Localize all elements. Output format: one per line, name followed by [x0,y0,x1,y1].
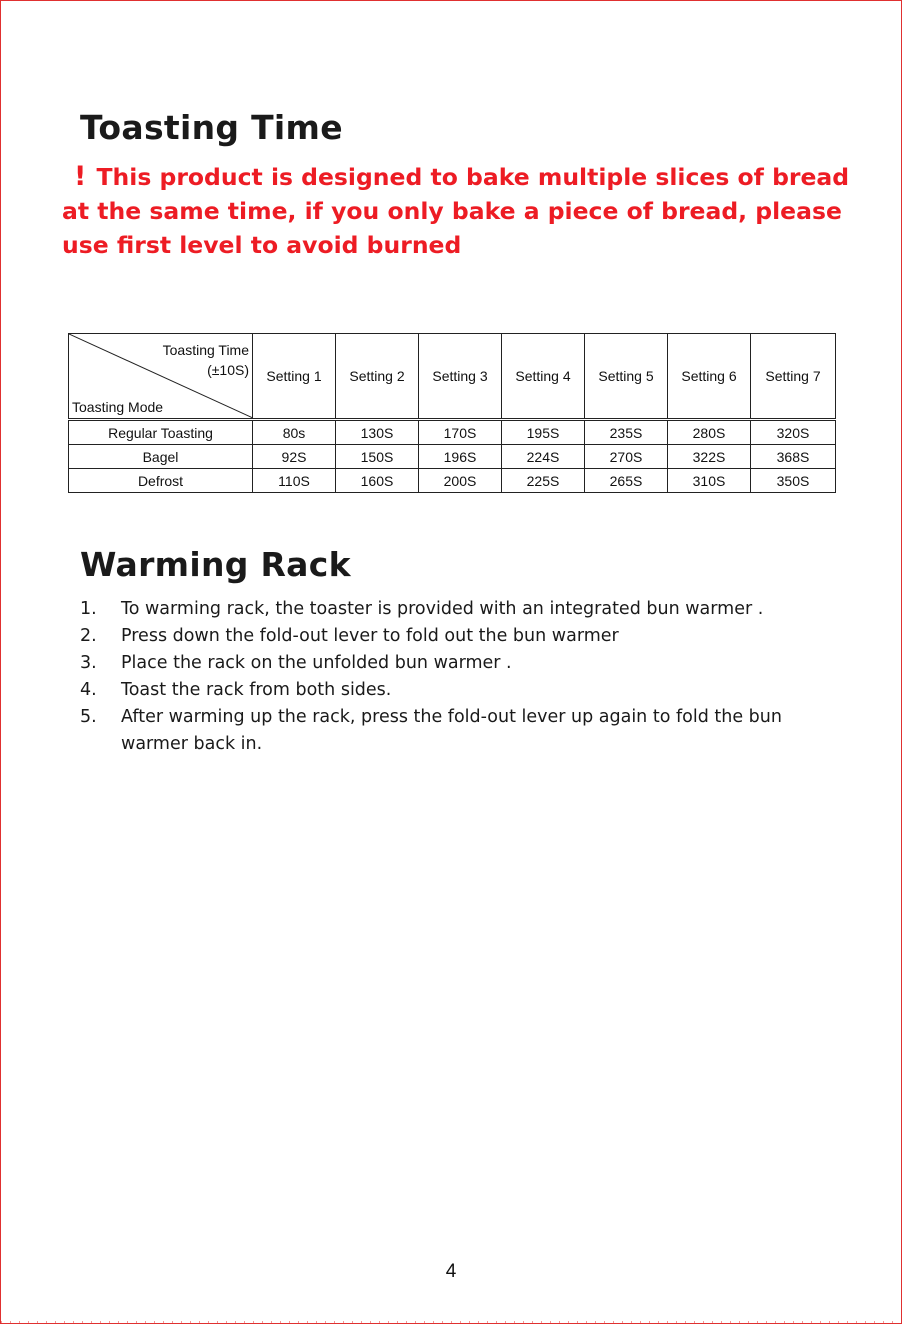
step-number: 1. [80,599,97,619]
time-cell: 368S [751,445,836,469]
table-row [69,420,836,445]
mode-cell: Regular Toasting [69,420,253,445]
header-setting-2: Setting 2 [336,334,419,420]
time-cell: 322S [668,445,751,469]
time-cell: 196S [419,445,502,469]
warming-rack-heading: Warming Rack [80,545,351,584]
time-cell: 350S [751,469,836,493]
table-row [69,445,836,469]
step-text: Toast the rack from both sides. [121,680,392,700]
list-item [80,704,850,758]
time-cell: 150S [336,445,419,469]
time-cell: 80s [253,420,336,445]
list-item [80,623,850,650]
header-setting-7: Setting 7 [751,334,836,420]
time-cell: 130S [336,420,419,445]
header-setting-4: Setting 4 [502,334,585,420]
table-corner-cell [69,334,253,420]
time-cell: 224S [502,445,585,469]
table-header-row [69,334,836,420]
time-cell: 265S [585,469,668,493]
corner-toasting-time-label: Toasting Time (±10S) [162,342,249,378]
mode-cell: Defrost [69,469,253,493]
time-cell: 160S [336,469,419,493]
warning-mark: ! [74,161,87,192]
header-setting-1: Setting 1 [253,334,336,420]
step-text: To warming rack, the toaster is provided with an integrated bun warmer . [121,599,764,619]
step-text: Place the rack on the unfolded bun warmer . [121,653,512,673]
time-cell: 200S [419,469,502,493]
time-cell: 170S [419,420,502,445]
step-number: 2. [80,626,97,646]
time-cell: 310S [668,469,751,493]
toasting-time-table [68,333,836,493]
time-cell: 280S [668,420,751,445]
time-cell: 270S [585,445,668,469]
list-item [80,596,850,623]
burn-warning [62,160,862,262]
header-setting-5: Setting 5 [585,334,668,420]
warning-text: This product is designed to bake multiple slices of bread at the same time, if you only bake a piece of bread, please use first level to avoid burned [62,163,850,259]
time-cell: 320S [751,420,836,445]
time-cell: 92S [253,445,336,469]
header-setting-6: Setting 6 [668,334,751,420]
header-setting-3: Setting 3 [419,334,502,420]
step-number: 5. [80,707,97,727]
warming-rack-steps [80,596,850,758]
time-cell: 110S [253,469,336,493]
list-item [80,650,850,677]
step-number: 3. [80,653,97,673]
time-cell: 235S [585,420,668,445]
step-text: After warming up the rack, press the fold-out lever up again to fold the bun warmer back in. [121,707,782,754]
mode-cell: Bagel [69,445,253,469]
page-number: 4 [445,1261,457,1282]
corner-toasting-mode-label: Toasting Mode [72,399,164,415]
step-text: Press down the fold-out lever to fold out the bun warmer [121,626,619,646]
toasting-time-heading: Toasting Time [80,108,343,147]
table-row [69,469,836,493]
time-cell: 225S [502,469,585,493]
list-item [80,677,850,704]
step-number: 4. [80,680,97,700]
time-cell: 195S [502,420,585,445]
